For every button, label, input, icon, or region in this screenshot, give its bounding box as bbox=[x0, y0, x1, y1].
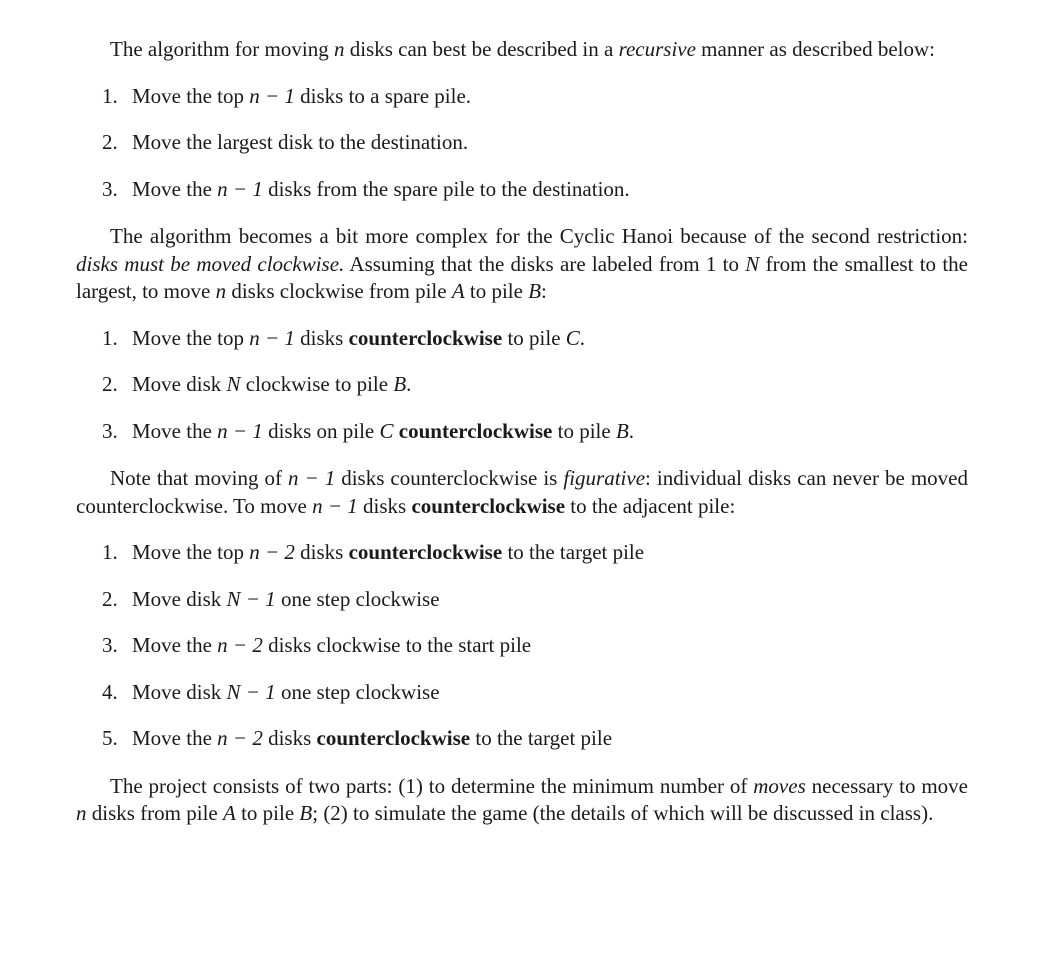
text: . bbox=[628, 418, 635, 443]
math-C: C bbox=[565, 325, 580, 350]
text: clockwise to pile bbox=[240, 372, 394, 396]
text: Move disk bbox=[132, 679, 227, 704]
math-B: B bbox=[299, 801, 313, 825]
text: : individual disks can never be moved counterclockwise. To move bbox=[76, 466, 968, 518]
text: The algorithm for moving bbox=[110, 37, 334, 61]
math-N: N bbox=[226, 372, 241, 396]
list-clockwise-algorithm bbox=[76, 325, 968, 446]
math-n: n bbox=[76, 801, 87, 825]
math-B: B bbox=[393, 372, 407, 396]
list-item bbox=[76, 418, 968, 446]
text: disks on pile bbox=[262, 418, 380, 443]
text: to pile bbox=[502, 325, 566, 350]
text: one step clockwise bbox=[275, 586, 440, 611]
text: Move the bbox=[132, 633, 218, 657]
bold-counterclockwise: counterclockwise bbox=[316, 726, 471, 750]
math-B: B bbox=[528, 279, 542, 303]
text: to the target pile bbox=[502, 540, 645, 564]
text: Move the bbox=[132, 176, 218, 201]
paragraph-project bbox=[76, 773, 968, 828]
math-N: N bbox=[745, 251, 760, 276]
math-A: A bbox=[223, 801, 236, 825]
text: . bbox=[579, 325, 586, 350]
text: Move disk bbox=[132, 372, 227, 396]
item-number: 1. bbox=[102, 540, 118, 564]
math-n: n bbox=[215, 279, 227, 303]
text: Move the top bbox=[132, 325, 250, 350]
text: from the smallest to the largest, to move bbox=[76, 251, 968, 303]
emphasis-clockwise: disks must be moved clockwise. bbox=[76, 251, 345, 276]
text: disks counterclockwise is bbox=[335, 466, 564, 490]
text: disks to a spare pile. bbox=[294, 83, 472, 108]
paragraph-figurative-note bbox=[76, 465, 968, 520]
bold-counterclockwise: counterclockwise bbox=[411, 493, 566, 518]
list-item bbox=[76, 632, 968, 660]
list-counterclockwise-steps bbox=[76, 539, 968, 753]
text: Move the top bbox=[132, 540, 250, 564]
list-standard-algorithm bbox=[76, 83, 968, 204]
item-number: 2. bbox=[102, 130, 118, 154]
math-expression: n − 1 bbox=[249, 325, 295, 350]
text: ; (2) to simulate the game (the details of which will be discussed in class). bbox=[312, 801, 934, 825]
math-A: A bbox=[451, 279, 465, 303]
text: Assuming that the disks are labeled from 1 to bbox=[344, 251, 746, 276]
list-item bbox=[76, 176, 968, 204]
text: disks can best be described in a bbox=[344, 37, 619, 61]
math-expression: n − 1 bbox=[312, 493, 358, 518]
item-number: 1. bbox=[102, 325, 118, 350]
emphasis-recursive: recursive bbox=[618, 37, 696, 61]
math-expression: n − 1 bbox=[288, 466, 336, 490]
text: Move disk bbox=[132, 586, 227, 611]
list-item bbox=[76, 679, 968, 707]
text: disks bbox=[294, 325, 349, 350]
text: to pile bbox=[235, 801, 300, 825]
text: Move the top bbox=[132, 83, 250, 108]
text: to pile bbox=[552, 418, 616, 443]
item-number: 3. bbox=[102, 176, 118, 201]
text: disks bbox=[294, 540, 349, 564]
item-number: 2. bbox=[102, 586, 118, 611]
item-number: 4. bbox=[102, 679, 118, 704]
text: disks bbox=[262, 726, 317, 750]
text: Move the bbox=[132, 726, 218, 750]
text: to the adjacent pile: bbox=[565, 493, 736, 518]
list-item bbox=[76, 725, 968, 753]
text: disks clockwise from pile bbox=[226, 279, 452, 303]
math-expression: n − 2 bbox=[217, 726, 263, 750]
list-item bbox=[76, 371, 968, 399]
item-number: 2. bbox=[102, 372, 118, 396]
text: : bbox=[541, 279, 547, 303]
document-page bbox=[76, 36, 968, 828]
list-item bbox=[76, 586, 968, 614]
text: Note that moving of bbox=[110, 466, 289, 490]
text: one step clockwise bbox=[275, 679, 440, 704]
text: disks clockwise to the start pile bbox=[262, 633, 532, 657]
math-expression: n − 2 bbox=[249, 540, 295, 564]
item-number: 3. bbox=[102, 418, 118, 443]
list-item bbox=[76, 83, 968, 111]
text: The algorithm becomes a bit more complex for the Cyclic Hanoi because of the second restriction: bbox=[110, 224, 968, 248]
text: necessary to move bbox=[805, 773, 968, 798]
text: Move the bbox=[132, 418, 218, 443]
math-expression: n − 1 bbox=[217, 418, 263, 443]
text: disks from the spare pile to the destination. bbox=[262, 176, 630, 201]
bold-counterclockwise: counterclockwise bbox=[348, 325, 503, 350]
text: disks from pile bbox=[86, 801, 223, 825]
list-item bbox=[76, 539, 968, 567]
math-expression: n − 2 bbox=[217, 633, 263, 657]
text: to pile bbox=[464, 279, 529, 303]
item-number: 1. bbox=[102, 83, 118, 108]
math-expression: N − 1 bbox=[226, 586, 276, 611]
text: disks bbox=[357, 493, 412, 518]
bold-counterclockwise: counterclockwise bbox=[348, 540, 503, 564]
math-C: C bbox=[379, 418, 394, 443]
math-expression: n − 1 bbox=[249, 83, 295, 108]
emphasis-figurative: figurative bbox=[563, 466, 646, 490]
list-item bbox=[76, 325, 968, 353]
text: The project consists of two parts: (1) to determine the minimum number of bbox=[110, 773, 754, 798]
math-n: n bbox=[333, 37, 345, 61]
math-expression: N − 1 bbox=[226, 679, 276, 704]
bold-counterclockwise: counterclockwise bbox=[398, 418, 553, 443]
item-number: 3. bbox=[102, 633, 118, 657]
list-item bbox=[76, 129, 968, 157]
text: manner as described below: bbox=[695, 37, 936, 61]
text: to the target pile bbox=[470, 726, 613, 750]
math-B: B bbox=[615, 418, 629, 443]
text: Move the largest disk to the destination. bbox=[132, 130, 469, 154]
text: . bbox=[406, 372, 412, 396]
emphasis-moves: moves bbox=[753, 773, 806, 798]
item-number: 5. bbox=[102, 726, 118, 750]
math-expression: n − 1 bbox=[217, 176, 263, 201]
paragraph-cyclic-hanoi bbox=[76, 223, 968, 306]
paragraph-intro bbox=[76, 36, 968, 64]
